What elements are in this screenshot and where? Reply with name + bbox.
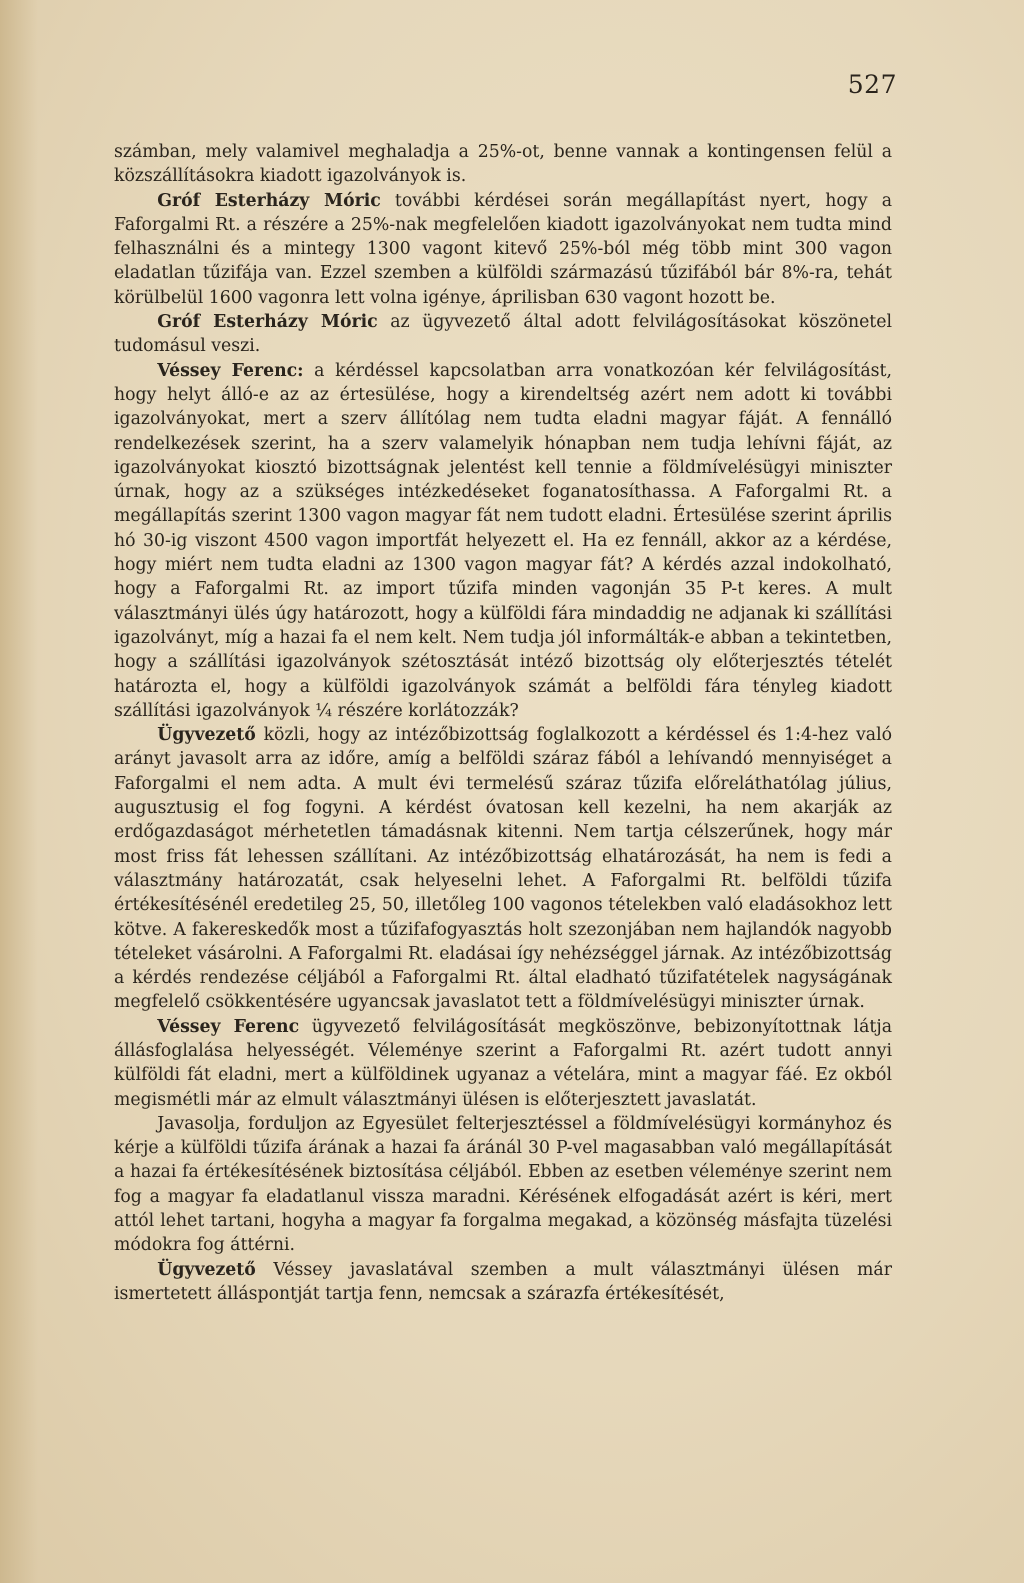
paragraph-text: a kérdéssel kapcsolatban arra vonatkozóan kér felvilágosítást, hogy helyt álló-e az az értesülése, hogy a kirendeltség azért nem adott ki további igazolványokat, mert a szerv állítólag nem tudta eladni magyar fáját. A fennálló rendelkezések szerint, ha a szerv valamelyik hónapban nem tudja lehívni fáját, az igazolványokat kiosztó bizottságnak jelentést kell tennie a földmívelésügyi miniszter úrnak, hogy az a szükséges intézkedéseket foganatosíthassa. A Faforgalmi Rt. a megállapítás szerint 1300 vagon magyar fát nem tudott eladni. Értesülése szerint április hó 30-ig viszont 4500 vagon importfát helyezett el. Ha ez fennáll, akkor az a kérdése, hogy miért nem tudta eladni az 1300 vagon magyar fát? A kérdés azzal indokolható, hogy a Faforgalmi Rt. az import tűzifa minden vagonján 35 P-t keres. A mult választmányi ülés úgy határozott, hogy a külföldi fára mindaddig ne adjanak ki szállítási igazolványt, míg a hazai fa el nem kelt. Nem tudja jól informálták-e abban a tekintetben, hogy a szállítási igazolványok szétosztását intéző bizottság oly előterjesztés tételét határozta el, hogy a külföldi igazolványok számát a belföldi fára tényleg kiadott szállítási igazolványok ¼ részére korlátozzák? [114, 360, 892, 721]
paragraph-5 [114, 723, 892, 1015]
speaker-name: Gróf Esterházy Móric [157, 312, 378, 333]
speaker-name: Véssey Ferenc: [157, 360, 304, 381]
paragraph-1 [114, 140, 892, 189]
text-body [114, 140, 892, 1306]
paragraph-text: ügyvezető felvilágosítását megköszönve, bebizonyítottnak látja állásfoglalása helyességét. Véleménye szerint a Faforgalmi Rt. azért tudott annyi külföldi fát eladni, mert a külföldinek ugyanaz a vételára, mint a magyar fáé. Ez okból megismétli már az elmult választmányi ülésen is előterjesztett javaslatát. [114, 1016, 892, 1110]
paragraph-text: Javasolja, forduljon az Egyesület felterjesztéssel a földmívelésügyi kormányhoz és kérje a külföldi tűzifa árának a hazai fa áránál 30 P-vel magasabban való megállapítását a hazai fa értékesítésének biztosítása céljából. Ebben az esetben véleménye szerint nem fog a magyar fa eladatlanul vissza maradni. Kérésének elfogadását azért is kéri, mert attól lehet tartani, hogyha a magyar fa forgalma megakad, a közönség másfajta tüzelési módokra fog áttérni. [114, 1113, 892, 1256]
paragraph-text: Véssey javaslatával szemben a mult választmányi ülésen már ismertetett álláspontját tartja fenn, nemcsak a szárazfa értékesítését, [114, 1259, 892, 1304]
paragraph-8 [114, 1258, 892, 1307]
speaker-name: Ügyvezető [157, 725, 256, 746]
paragraph-7 [114, 1112, 892, 1258]
paragraph-2 [114, 189, 892, 310]
paragraph-3 [114, 310, 892, 359]
page-number: 527 [847, 70, 897, 99]
speaker-name: Véssey Ferenc [157, 1016, 300, 1037]
paragraph-text: számban, mely valamivel meghaladja a 25%-ot, benne vannak a kontingensen felül a közszállításokra kiadott igazolványok is. [114, 142, 892, 187]
speaker-name: Gróf Esterházy Móric [157, 190, 381, 211]
paragraph-6 [114, 1015, 892, 1112]
paragraph-text: további kérdései során megállapítást nyert, hogy a Faforgalmi Rt. a részére a 25%-nak megfelelően kiadott igazolványokat nem tudta mind felhasználni és a mintegy 1300 vagont kitevő 25%-ból még több mint 300 vagon eladatlan tűzifája van. Ezzel szemben a külföldi származású tűzifából bár 8%-ra, tehát körülbelül 1600 vagonra lett volna igénye, áprilisban 630 vagont hozott be. [114, 190, 892, 308]
paragraph-text: közli, hogy az intézőbizottság foglalkozott a kérdéssel és 1:4-hez való arányt javasolt arra az időre, amíg a belföldi száraz fából a lehívandó mennyiséget a Faforgalmi el nem adta. A mult évi termelésű száraz tűzifa előreláthatólag július, augusztusig el fog fogyni. A kérdést óvatosan kell kezelni, ha nem akarják az erdőgazdaságot mérhetetlen támadásnak kitenni. Nem tartja célszerűnek, hogy már most friss fát lehessen szállítani. Az intézőbizottság elhatározását, ha nem is fedi a választmány határozatát, csak helyeselni lehet. A Faforgalmi Rt. belföldi tűzifa értékesítésénél eredetileg 25, 50, illetőleg 100 vagonos tételekben való eladásokhoz lett kötve. A fakereskedők most a tűzifafogyasztás holt szezonjában nem hajlandók nagyobb tételeket vásárolni. A Faforgalmi Rt. eladásai így nehézséggel járnak. Az intézőbizottság a kérdés rendezése céljából a Faforgalmi Rt. által eladható tűzifatételek nagyságának megfelelő csökkentésére ugyancsak javaslatot tett a földmívelésügyi miniszter úrnak. [114, 725, 892, 1013]
speaker-name: Ügyvezető [157, 1259, 256, 1280]
paragraph-text: az ügyvezető által adott felvilágosításokat köszönetel tudomásul veszi. [114, 312, 892, 357]
paragraph-4 [114, 359, 892, 723]
